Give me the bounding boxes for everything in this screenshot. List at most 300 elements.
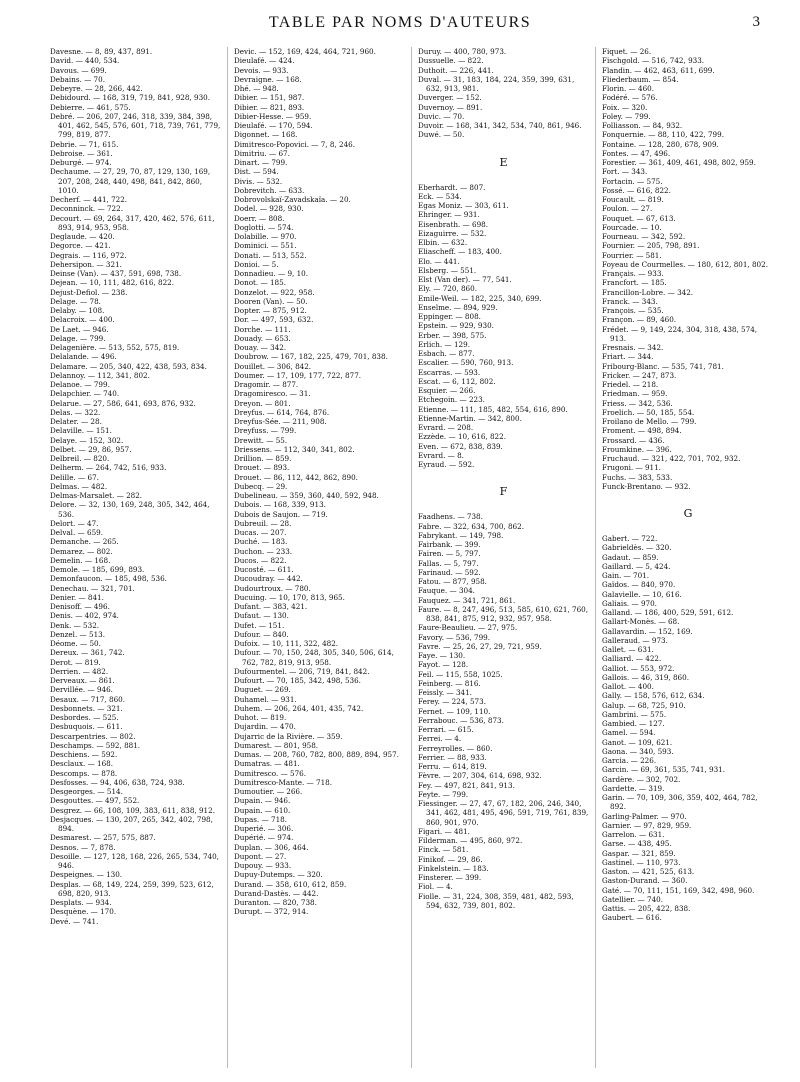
author-entry: Feissly. — 341.	[418, 688, 472, 697]
author-entry: Ehringer. — 931.	[418, 210, 480, 220]
author-entry: Dumas. — 208, 760, 782, 800, 889, 894, 957.	[234, 750, 399, 759]
author-entry: Duhot. — 819.	[234, 713, 287, 722]
author-entry: Dreyfuss. — 799.	[234, 426, 297, 436]
author-entry: Fatou. — 877, 958.	[418, 577, 487, 586]
author-entry: Froment. — 498, 894.	[602, 426, 682, 436]
author-entry: Fliederbaum. — 854.	[602, 74, 679, 84]
author-entry: Dodel. — 928, 930.	[234, 204, 304, 214]
author-entry: Dervillée. — 946.	[50, 685, 113, 695]
author-entry: Dibier-Hesse. — 959.	[234, 111, 312, 121]
author-entry: Dor. — 497, 593, 632.	[234, 315, 314, 325]
author-entry: Denisoff. — 496.	[50, 602, 110, 611]
page-number: 3	[752, 14, 760, 30]
author-entry: Dist. — 594.	[234, 167, 279, 177]
author-entry: Drouet. — 893.	[234, 463, 290, 473]
author-entry: Frugoni. — 911.	[602, 463, 661, 473]
author-entry: Duruy. — 400, 780, 973.	[418, 47, 507, 56]
author-entry: Divis. — 532.	[234, 176, 283, 186]
author-entry: Escat. — 6, 112, 802.	[418, 376, 496, 386]
author-entry: Finsterer. — 399.	[418, 873, 482, 882]
author-entry: Ducuing. — 10, 170, 813, 965.	[234, 592, 345, 602]
author-entry: Douady. — 653.	[234, 333, 291, 343]
author-entry: Egas Moniz. — 303, 611.	[418, 201, 509, 210]
author-entry: David. — 440, 534.	[50, 56, 120, 66]
author-entry: Delherm. — 264, 742, 516, 933.	[50, 463, 167, 473]
author-entry: Debeyre. — 28, 266, 442.	[50, 84, 143, 93]
author-entry: Deschiens. — 592.	[50, 750, 118, 759]
author-entry: Delaby. — 108.	[50, 306, 105, 315]
author-entry: Dumoutier. — 266.	[234, 787, 303, 796]
author-entry: Eyraud. — 592.	[418, 460, 475, 469]
author-entry: Derot. — 819.	[50, 657, 101, 667]
author-entry: Françon. — 89, 460.	[602, 315, 677, 325]
author-entry: Gardette. — 319.	[602, 783, 665, 793]
author-entry: Eck. — 534.	[418, 191, 462, 201]
author-entry: Dibier. — 821, 893.	[234, 102, 305, 112]
author-entry: Delval. — 659.	[50, 528, 104, 537]
author-entry: Dreyon. — 801.	[234, 398, 291, 408]
page-header	[40, 14, 760, 38]
page-title: TABLE PAR NOMS D'AUTEURS	[268, 14, 532, 31]
author-entry: Desfosses. — 94, 406, 638, 724, 938.	[50, 777, 185, 787]
author-entry: Duwé. — 50.	[418, 130, 465, 140]
author-entry: Delapchier. — 740.	[50, 389, 120, 399]
author-entry: Fourneau. — 342, 592.	[602, 232, 686, 241]
author-entry: Fabre. — 322, 634, 700, 862.	[418, 521, 524, 531]
author-entry: Fèvre. — 207, 304, 614, 698, 932.	[418, 771, 542, 781]
author-entry: Desgouttes. — 497, 552.	[50, 796, 140, 806]
author-entry: Desgeorges. — 514.	[50, 787, 123, 796]
author-entry: Finck. — 581.	[418, 845, 469, 855]
author-entry: Faure-Beaulieu. — 27, 975.	[418, 623, 518, 633]
author-entry: Dufant. — 383, 421.	[234, 602, 308, 611]
author-entry: Fallas. — 5, 797.	[418, 558, 479, 568]
author-entry: Ferrabouc. — 536, 873.	[418, 715, 504, 725]
author-entry: Donati. — 513, 552.	[234, 250, 307, 260]
author-entry: Ferreyrolles. — 860.	[418, 743, 493, 753]
author-entry: Enselme. — 894, 929.	[418, 302, 498, 312]
author-entry: Galliard. — 422.	[602, 654, 662, 664]
author-entry: Fossé. — 616, 822.	[602, 185, 671, 195]
author-entry: Dupain. — 946.	[234, 796, 291, 806]
author-entry: Fortacin. — 575.	[602, 176, 663, 186]
author-entry: Dupouy. — 933.	[234, 861, 292, 870]
author-entry: Elo. — 441.	[418, 256, 460, 266]
author-entry: Donnadieu. — 9, 10.	[234, 269, 309, 278]
author-entry: Esbach. — 877.	[418, 349, 475, 358]
author-entry: Deinse (Van). — 437, 591, 698, 738.	[50, 269, 182, 278]
author-entry: Delarue. — 27, 586, 641, 693, 876, 932.	[50, 398, 196, 408]
author-entry: Delmas-Marsalet. — 282.	[50, 491, 143, 500]
author-entry: Erlich. — 129.	[418, 339, 470, 349]
author-entry: Delater. — 28.	[50, 417, 102, 426]
author-entry: Delannoy. — 112, 341, 802.	[50, 370, 150, 380]
author-entry: Dobrovolskaï-Zavadskaïa. — 20.	[234, 195, 351, 204]
author-entry: Galland. — 186, 400, 529, 591, 612.	[602, 608, 734, 617]
author-entry: Faye. — 130.	[418, 651, 466, 660]
author-entry: Deburgé. — 974.	[50, 158, 112, 167]
author-entry: Delamare. — 205, 340, 422, 438, 593, 834.	[50, 361, 207, 371]
author-entry: Eizaguirre. — 532.	[418, 228, 487, 238]
author-entry: Debierre. — 461, 575.	[50, 102, 131, 112]
author-entry: Eppinger. — 808.	[418, 312, 481, 321]
author-entry: Debré. — 206, 207, 246, 318, 339, 384, 398, 401, 462, 545, 576, 601, 718, 739, 761, 779, 799, 819, 877.	[50, 111, 221, 140]
author-entry: Escalier. — 590, 760, 913.	[418, 358, 514, 368]
author-entry: Despeignes. — 130.	[50, 870, 123, 880]
author-entry: Fresnais. — 342.	[602, 343, 664, 352]
author-entry: Decherf. — 441, 722.	[50, 195, 128, 204]
author-entry: Erber. — 398, 575.	[418, 330, 487, 340]
author-entry: Delagenière. — 513, 552, 575, 819.	[50, 343, 180, 352]
author-entry: Garcia. — 226.	[602, 756, 657, 765]
author-entry: Foulon. — 27.	[602, 204, 653, 214]
author-entry: Francfort. — 185.	[602, 278, 667, 288]
author-entry: Dimitriu. — 67.	[234, 148, 290, 158]
author-entry: Dupain. — 610.	[234, 805, 291, 815]
author-entry: Froelich. — 50, 185, 554.	[602, 407, 695, 417]
author-entry: Faure. — 8, 247, 496, 513, 585, 610, 621, 760, 838, 841, 875, 912, 932, 957, 958.	[418, 604, 589, 623]
author-entry: Fourrier. — 581.	[602, 250, 662, 260]
author-entry: Folliasson. — 84, 932.	[602, 121, 683, 130]
author-entry: Dubois. — 168, 339, 913.	[234, 500, 326, 510]
author-entry: Durupt. — 372, 914.	[234, 907, 309, 917]
author-entry: Descomps. — 878.	[50, 768, 118, 778]
author-entry: Ely. — 720, 860.	[418, 284, 477, 294]
author-entry: Gabrieldès. — 320.	[602, 543, 672, 553]
author-entry: Dumitresco-Mante. — 718.	[234, 777, 333, 787]
author-entry: Fiol. — 4.	[418, 882, 453, 892]
author-entry: Dibier. — 151, 987.	[234, 93, 305, 103]
author-entry: Delille. — 67.	[50, 472, 99, 482]
author-entry: Duguet. — 269.	[234, 685, 291, 695]
author-entry: Douillet. — 306, 842.	[234, 361, 312, 371]
author-entry: Delanoe. — 799.	[50, 380, 110, 389]
author-entry: Duvernoy. — 891.	[418, 102, 483, 112]
author-entry: Doerr. — 808.	[234, 213, 285, 223]
author-entry: Delage. — 78.	[50, 296, 101, 306]
author-entry: Dinart. — 799.	[234, 158, 288, 167]
author-entry: Feinberg. — 816.	[418, 678, 481, 688]
author-entry: Degrais. — 116, 972.	[50, 250, 127, 260]
author-entry: Fontes. — 47, 496.	[602, 148, 671, 158]
author-entry: Devic. — 152, 169, 424, 464, 721, 960.	[234, 47, 376, 56]
author-entry: Debroise. — 361.	[50, 148, 113, 158]
author-entry: Dufet. — 151.	[234, 620, 285, 630]
author-entry: Fischgold. — 516, 742, 933.	[602, 56, 705, 66]
author-entry: Desquène. — 170.	[50, 907, 117, 917]
author-entry: Fouquet. — 67, 613.	[602, 213, 676, 223]
author-entry: Emile-Weil. — 182, 225, 340, 699.	[418, 293, 542, 303]
author-entry: Gaspar. — 321, 859.	[602, 848, 676, 858]
author-entry: Foucault. — 819.	[602, 195, 664, 204]
author-entry: Ferrier. — 88, 933.	[418, 752, 487, 762]
author-entry: Fricker. — 247, 873.	[602, 370, 677, 380]
author-entry: Favory. — 536, 799.	[418, 632, 491, 642]
author-entry: Duranton. — 820, 738.	[234, 898, 317, 907]
author-entry: Fribourg-Blanc. — 535, 741, 781.	[602, 361, 724, 371]
author-entry: Demarez. — 802.	[50, 546, 113, 556]
author-entry: Durand. — 358, 610, 612, 859.	[234, 879, 347, 889]
author-entry: Funck-Brentano. — 932.	[602, 481, 691, 491]
author-entry: Gadaut. — 859.	[602, 552, 659, 562]
author-entry: Denk. — 532.	[50, 620, 100, 630]
author-entry: Dufourt. — 70, 185, 342, 498, 536.	[234, 676, 361, 685]
author-entry: Dujarric de la Rivière. — 359.	[234, 731, 343, 741]
author-entry: Feil. — 115, 558, 1025.	[418, 669, 503, 679]
author-entry: Ducos. — 822.	[234, 555, 287, 565]
author-entry: Debains. — 70.	[50, 74, 105, 84]
author-entry: Ferey. — 224, 573.	[418, 697, 486, 707]
author-entry: Dreyfus. — 614, 764, 876.	[234, 407, 330, 417]
author-entry: Dupas. — 718.	[234, 814, 288, 824]
author-entry: Fabrykant. — 149, 798.	[418, 530, 504, 540]
author-entry: Fauquez. — 341, 721, 861.	[418, 595, 516, 605]
author-entry: Elsberg. — 551.	[418, 265, 477, 275]
author-entry: Dreyfus-Sée. — 211, 908.	[234, 417, 327, 426]
author-entry: Froumkine. — 396.	[602, 444, 672, 454]
author-entry: Denier. — 841.	[50, 592, 104, 602]
author-entry: Duval. — 31, 183, 184, 224, 359, 399, 631, 632, 913, 981.	[418, 74, 575, 93]
author-entry: Dumitresco. — 576.	[234, 768, 307, 778]
author-entry: Delaye. — 152, 302.	[50, 435, 124, 445]
index-column-3	[418, 47, 596, 1068]
author-entry: Galliot. — 553, 972.	[602, 663, 675, 673]
author-entry: Desbordes. — 525.	[50, 713, 119, 722]
author-entry: Deconninck. — 722.	[50, 204, 123, 214]
author-entry: Favre. — 25, 26, 27, 29, 721, 959.	[418, 641, 542, 651]
author-entry: Denis. — 402, 974.	[50, 611, 119, 621]
author-entry: Etchegoin. — 223.	[418, 395, 485, 405]
author-entry: Dechaume. — 27, 29, 70, 87, 129, 130, 169, 207, 208, 248, 440, 498, 841, 842, 860, 1010.	[50, 167, 211, 195]
author-entry: Delage. — 799.	[50, 333, 106, 343]
author-entry: Devraigne. — 168.	[234, 74, 302, 84]
author-entry: Eliascheff. — 183, 400.	[418, 247, 502, 257]
author-entry: Desplats. — 934.	[50, 898, 112, 907]
author-entry: Gaté. — 70, 111, 151, 169, 342, 498, 960.	[602, 885, 755, 895]
author-entry: Dubreuil. — 28.	[234, 518, 292, 528]
author-entry: Dufour. — 70, 150, 248, 305, 340, 506, 614, 762, 782, 819, 913, 958.	[234, 648, 394, 667]
author-entry: François. — 535.	[602, 306, 664, 315]
author-entry: Fruchaud. — 321, 422, 701, 702, 932.	[602, 454, 741, 463]
author-entry: Even. — 672, 838, 839.	[418, 441, 503, 451]
author-entry: Dubois de Saujon. — 719.	[234, 509, 328, 519]
author-entry: Ducosté. — 611.	[234, 565, 294, 574]
author-entry: Dupont. — 27.	[234, 851, 287, 861]
letter-section-heading: F	[499, 485, 508, 499]
author-entry: Faadhens. — 738.	[418, 512, 483, 522]
author-entry: Etienne. — 111, 185, 482, 554, 616, 890.	[418, 404, 568, 414]
author-entry: Frédet. — 9, 149, 224, 304, 318, 438, 574, 913.	[602, 324, 758, 343]
author-entry: Duhamel. — 931.	[234, 694, 297, 704]
author-entry: Gallart-Monès. — 68.	[602, 617, 680, 627]
author-entry: Finkelstein. — 183.	[418, 863, 489, 873]
index-column-4	[602, 47, 780, 1068]
author-entry: Dujardin. — 470.	[234, 722, 296, 732]
author-entry: Dupuy-Dutemps. — 320.	[234, 870, 323, 880]
author-entry: Fiquet. — 26.	[602, 47, 652, 56]
author-entry: Desclaux. — 168.	[50, 759, 114, 769]
author-entry: Delort. — 47.	[50, 518, 99, 528]
author-entry: Franck. — 343.	[602, 296, 658, 306]
author-entry: Dominici. — 551.	[234, 241, 297, 251]
author-entry: Duvoir. — 168, 341, 342, 534, 740, 861, 946.	[418, 121, 582, 130]
author-entry: Ferru. — 614, 819.	[418, 762, 487, 771]
author-entry: Finikof. — 29, 86.	[418, 854, 483, 864]
author-entry: Foix. — 320.	[602, 102, 648, 112]
author-entry: Friess. — 342, 536.	[602, 398, 673, 408]
author-entry: Garling-Palmer. — 970.	[602, 811, 687, 821]
author-entry: Ducas. — 207.	[234, 528, 287, 537]
author-entry: Doglotti. — 574.	[234, 222, 294, 232]
author-entry: Gaïdos. — 840, 970.	[602, 580, 676, 590]
author-entry: Ganot. — 109, 621.	[602, 737, 673, 747]
author-entry: Dufaut. — 130.	[234, 611, 289, 621]
author-entry: Digonnet. — 168.	[234, 130, 298, 140]
author-entry: Delore. — 32, 130, 169, 248, 305, 342, 464, 536.	[50, 500, 210, 519]
author-entry: Doumer. — 17, 109, 177, 722, 877.	[234, 370, 362, 380]
author-entry: Dejean. — 10, 111, 482, 616, 822.	[50, 278, 175, 288]
author-entry: Evrard. — 208.	[418, 423, 474, 432]
author-entry: Duchon. — 233.	[234, 546, 293, 556]
author-entry: Demole. — 185, 699, 893.	[50, 565, 145, 574]
author-entry: Drillion. — 859.	[234, 454, 292, 463]
author-entry: Gallavardin. — 152, 169.	[602, 626, 693, 636]
author-entry: Français. — 933.	[602, 269, 664, 278]
author-entry: Esquier. — 266.	[418, 386, 476, 395]
author-entry: Elst (Van der). — 77, 541.	[418, 275, 512, 284]
author-entry: Demelin. — 168.	[50, 555, 111, 565]
author-entry: Garin. — 70, 109, 306, 359, 402, 464, 782, 892.	[602, 793, 758, 812]
author-entry: Friart. — 344.	[602, 352, 654, 362]
author-entry: Garse. — 438, 495.	[602, 839, 672, 849]
author-entry: Gattis. — 205, 422, 838.	[602, 904, 691, 913]
author-entry: Gambied. — 127.	[602, 719, 665, 728]
author-entry: Desoille. — 127, 128, 168, 226, 265, 534, 740, 946.	[50, 851, 219, 870]
author-entry: De Laet. — 946.	[50, 324, 109, 334]
author-entry: Francillon-Lobre. — 342.	[602, 287, 694, 297]
author-entry: Fiessinger. — 27, 47, 67, 182, 206, 246, 340, 341, 462, 481, 495, 496, 591, 719, 761, 839, 860, 901, 970.	[418, 799, 589, 827]
author-entry: Donot. — 185.	[234, 278, 286, 288]
author-entry: Dhé. — 948.	[234, 84, 279, 93]
author-entry: Desmarest. — 257, 575, 887.	[50, 833, 156, 843]
author-entry: Gastinel. — 110, 973.	[602, 857, 681, 867]
author-entry: Dragomir. — 877.	[234, 380, 299, 389]
author-entry: Dolabille. — 970.	[234, 232, 297, 241]
author-entry: Duverger. — 152.	[418, 93, 482, 103]
author-entry: Drewitt. — 55.	[234, 435, 288, 445]
author-entry: Gaston. — 421, 525, 613.	[602, 867, 695, 876]
author-entry: Descarpentries. — 802.	[50, 731, 136, 741]
author-entry: Epstein. — 929, 930.	[418, 321, 494, 331]
author-entry: Dorche. — 111.	[234, 324, 291, 334]
author-entry: Florin. — 460.	[602, 84, 655, 93]
author-entry: Foyeau de Courmelles. — 180, 612, 801, 802.	[602, 259, 768, 269]
author-entry: Figari. — 481.	[418, 826, 470, 836]
author-entry: Durand-Dastès. — 442.	[234, 888, 319, 898]
author-entry: Fiolle. — 31, 224, 308, 359, 481, 482, 593, 594, 632, 739, 801, 802.	[418, 891, 574, 910]
author-entry: Duplan. — 306, 464.	[234, 842, 309, 852]
author-entry: Gallot. — 400.	[602, 682, 654, 691]
author-entry: Derrien. — 482.	[50, 666, 109, 676]
author-index-columns	[50, 47, 780, 1068]
author-entry: Galleraud. — 973.	[602, 635, 668, 645]
author-entry: Gally. — 158, 576, 612, 634.	[602, 691, 705, 701]
author-entry: Donioi. — 5.	[234, 259, 279, 269]
author-entry: Dieulafé. — 424.	[234, 56, 295, 66]
author-entry: Denechau. — 321, 701.	[50, 583, 135, 593]
author-entry: Dehersipon. — 321.	[50, 259, 122, 269]
author-entry: Fairbank. — 399.	[418, 540, 481, 549]
author-entry: Dragomiresco. — 31.	[234, 389, 311, 399]
letter-section-heading: E	[499, 155, 508, 169]
author-entry: Ferrei. — 4.	[418, 734, 462, 744]
author-entry: Foley. — 799.	[602, 111, 651, 121]
author-entry: Fort. — 343.	[602, 167, 648, 177]
author-entry: Donzelot. — 922, 958.	[234, 287, 315, 297]
author-entry: Garnier. — 97, 829, 959.	[602, 820, 692, 830]
author-entry: Dufour. — 840.	[234, 629, 289, 639]
author-entry: Desjacques. — 130, 207, 265, 342, 402, 798, 894.	[50, 814, 213, 833]
author-entry: Etienne-Martin. — 342, 800.	[418, 413, 522, 423]
author-entry: Galup. — 68, 725, 910.	[602, 700, 686, 710]
author-entry: Elbin. — 632.	[418, 238, 468, 247]
author-entry: Delas. — 322.	[50, 407, 101, 417]
author-entry: Desbonnets. — 321.	[50, 703, 123, 713]
author-entry: Dereux. — 361, 742.	[50, 648, 125, 658]
author-entry: Gaillard. — 5, 424.	[602, 561, 671, 571]
author-entry: Galiais. — 970.	[602, 598, 657, 608]
author-entry: Gamel. — 594.	[602, 728, 656, 738]
author-entry: Gambrini. — 575.	[602, 709, 667, 719]
author-entry: Galavielle. — 10, 616.	[602, 589, 682, 599]
author-entry: Davesne. — 8, 89, 437, 891.	[50, 47, 153, 56]
author-entry: Fontaine. — 128, 280, 678, 909.	[602, 139, 719, 149]
author-entry: Debrie. — 71, 615.	[50, 139, 119, 149]
author-entry: Duthoit. — 226, 441.	[418, 65, 494, 75]
author-entry: Dopter. — 875, 912.	[234, 306, 307, 315]
author-entry: Drouet. — 86, 112, 442, 862, 890.	[234, 472, 358, 482]
author-entry: Garcin. — 69, 361, 535, 741, 931.	[602, 765, 726, 775]
author-entry: Déome. — 50.	[50, 639, 101, 648]
author-entry: Eberhardt. — 807.	[418, 182, 486, 192]
letter-section-heading: G	[683, 507, 693, 520]
author-entry: Desgrez. — 66, 108, 109, 383, 611, 838, 912.	[50, 805, 215, 815]
author-entry: Ducoudray. — 442.	[234, 574, 303, 584]
author-entry: Forestier. — 361, 409, 461, 498, 802, 959.	[602, 158, 756, 167]
author-entry: Escarras. — 593.	[418, 367, 481, 377]
author-entry: Devois. — 933.	[234, 65, 289, 75]
author-entry: Froilano de Mello. — 799.	[602, 417, 697, 426]
author-entry: Dubelineau. — 359, 360, 440, 592, 948.	[234, 491, 379, 500]
author-entry: Eisenbrath. — 698.	[418, 219, 489, 229]
author-entry: Dufourmentel. — 206, 719, 841, 842.	[234, 666, 370, 676]
index-column-2	[234, 47, 412, 1068]
author-entry: Gaona. — 340, 593.	[602, 746, 674, 756]
author-entry: Gain. — 701.	[602, 571, 649, 580]
author-entry: Demanche. — 265.	[50, 537, 119, 547]
author-entry: Fey. — 497, 821, 841, 913.	[418, 780, 515, 790]
author-entry: Delacroix. — 400.	[50, 315, 115, 325]
author-entry: Delbet. — 29, 86, 957.	[50, 444, 132, 454]
author-entry: Feyte. — 799.	[418, 789, 469, 799]
author-entry: Dudourtroux. — 780.	[234, 583, 311, 593]
author-entry: Dupérié. — 974.	[234, 833, 294, 843]
author-entry: Dumatras. — 481.	[234, 759, 300, 769]
author-entry: Davous. — 699.	[50, 65, 107, 75]
author-entry: Dejust-Defiol. — 238.	[50, 287, 128, 297]
author-entry: Fayot. — 128.	[418, 660, 469, 670]
author-entry: Driessens. — 112, 340, 341, 802.	[234, 444, 355, 454]
